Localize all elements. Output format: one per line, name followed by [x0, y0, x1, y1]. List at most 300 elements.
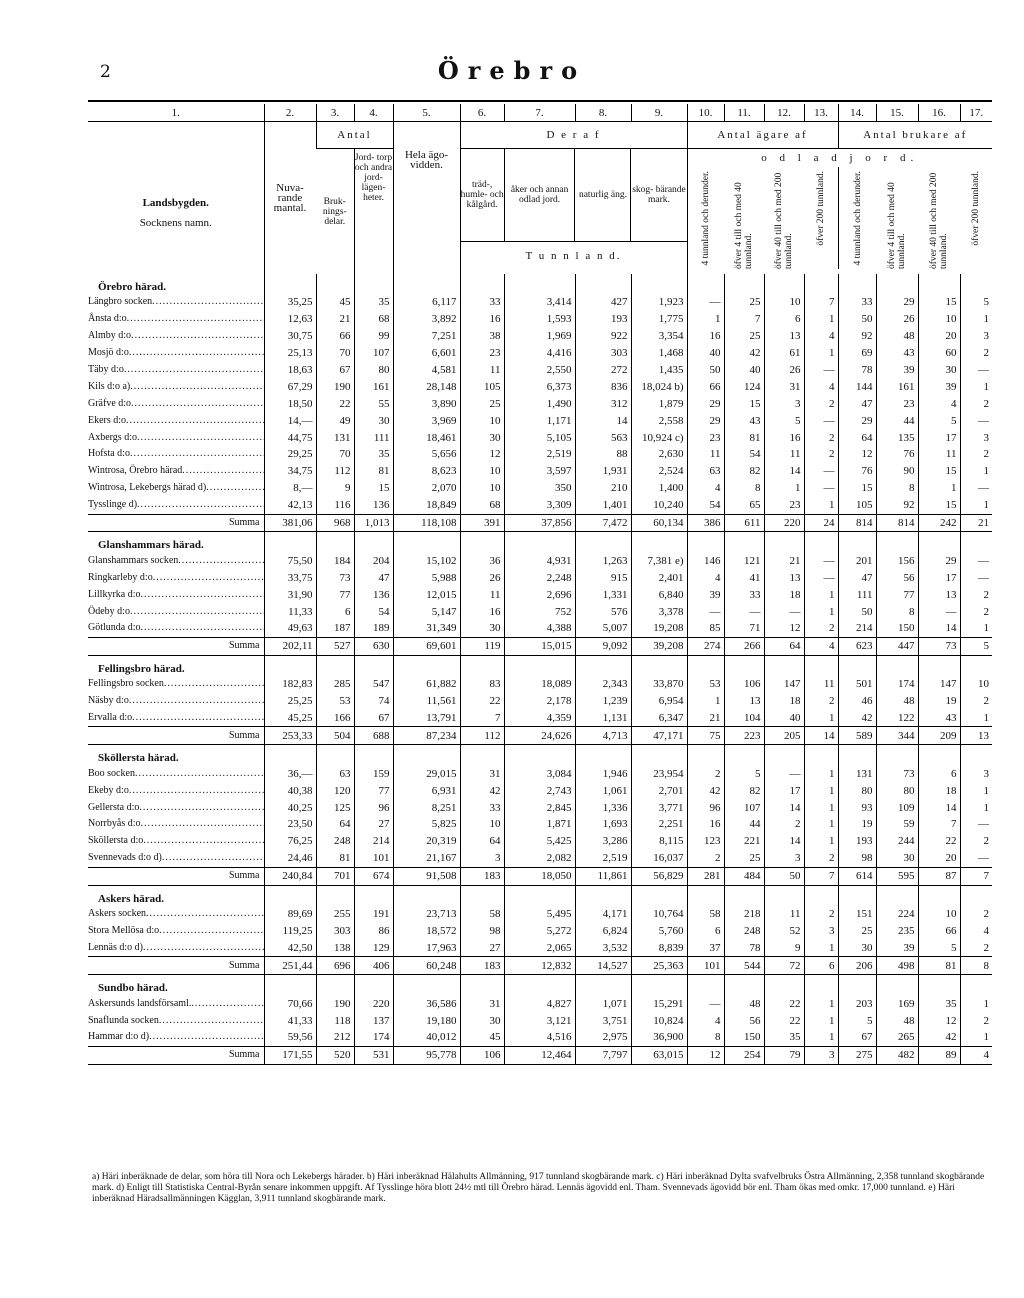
leader-dots [137, 431, 264, 445]
header-ang: naturlig äng. [574, 149, 630, 241]
table-cell: 19,208 [631, 620, 687, 637]
empty-cell [918, 655, 960, 676]
table-cell: 2 [804, 693, 838, 710]
table-cell: 22 [460, 693, 504, 710]
parish-name-text: Snaflunda socken [88, 1014, 159, 1026]
table-cell: 18,50 [264, 395, 316, 412]
table-cell: 244 [876, 833, 918, 850]
summa-row [88, 727, 992, 745]
table-row [88, 569, 992, 586]
table-cell: 66 [687, 378, 724, 395]
parish-name [88, 693, 264, 710]
leader-dots [143, 834, 263, 848]
table-cell: 52 [764, 923, 804, 940]
table-cell: 2 [960, 603, 992, 620]
summa-cell: 344 [876, 727, 918, 745]
table-cell: — [804, 552, 838, 569]
table-cell: 3 [460, 850, 504, 867]
table-cell: 214 [354, 833, 393, 850]
table-cell: — [804, 412, 838, 429]
table-cell: 2 [804, 446, 838, 463]
table-cell: 182,83 [264, 676, 316, 693]
table-cell: 248 [316, 833, 354, 850]
table-cell: 1,946 [575, 765, 631, 782]
table-cell: 67,29 [264, 378, 316, 395]
summa-cell: 254 [724, 1046, 764, 1064]
leader-dots [159, 924, 263, 938]
table-cell: 6,601 [393, 345, 460, 362]
table-cell: 1 [804, 1012, 838, 1029]
table-cell: 4,359 [504, 710, 575, 727]
table-cell: — [918, 603, 960, 620]
table-cell: 2,178 [504, 693, 575, 710]
parish-name [88, 463, 264, 480]
table-cell: 25 [838, 923, 876, 940]
table-cell: 42 [687, 782, 724, 799]
table-cell: 3,378 [631, 603, 687, 620]
empty-cell [687, 532, 724, 553]
table-cell: 12 [838, 446, 876, 463]
summa-cell: 531 [354, 1046, 393, 1064]
table-cell: 35 [764, 1029, 804, 1046]
table-cell: 25,13 [264, 345, 316, 362]
summa-cell: 87 [918, 867, 960, 885]
parish-name [88, 939, 264, 956]
table-row [88, 850, 992, 867]
table-cell: 303 [575, 345, 631, 362]
table-cell: 35 [354, 446, 393, 463]
table-cell: 1,336 [575, 799, 631, 816]
table-cell: 22 [918, 833, 960, 850]
table-cell: — [764, 765, 804, 782]
table-cell: 1 [804, 345, 838, 362]
table-cell: — [960, 362, 992, 379]
empty-cell [316, 274, 354, 294]
table-cell: 69 [838, 345, 876, 362]
empty-cell [724, 745, 764, 766]
table-cell: 2,070 [393, 480, 460, 497]
table-cell: 1 [804, 816, 838, 833]
table-cell: 36 [460, 552, 504, 569]
table-cell: 15 [724, 395, 764, 412]
table-cell: 1,401 [575, 497, 631, 514]
table-cell: 50 [838, 311, 876, 328]
table-cell: 1 [960, 799, 992, 816]
table-cell: 88 [575, 446, 631, 463]
leader-dots [152, 295, 263, 309]
table-cell: 15 [838, 480, 876, 497]
table-row [88, 362, 992, 379]
parish-name-text: Götlunda d:o [88, 622, 141, 634]
empty-cell [687, 655, 724, 676]
table-cell: 33,870 [631, 676, 687, 693]
table-cell: 6,373 [504, 378, 575, 395]
table-cell: 10 [460, 480, 504, 497]
table-cell: 11,561 [393, 693, 460, 710]
table-cell: 39 [876, 362, 918, 379]
table-cell: 4 [918, 395, 960, 412]
leader-dots [146, 907, 263, 921]
table-cell: 64 [460, 833, 504, 850]
table-cell: 8,— [264, 480, 316, 497]
table-cell: 41,33 [264, 1012, 316, 1029]
table-cell: 7 [918, 816, 960, 833]
table-cell: 5 [764, 412, 804, 429]
parish-name [88, 378, 264, 395]
table-cell: 191 [354, 906, 393, 923]
table-cell: 42 [460, 782, 504, 799]
empty-cell [960, 655, 992, 676]
table-cell: 1 [804, 311, 838, 328]
parish-name-text: Ervalla d:o [88, 712, 133, 724]
summa-cell: 205 [764, 727, 804, 745]
table-cell: 30 [460, 620, 504, 637]
empty-cell [764, 655, 804, 676]
table-cell: 11 [764, 446, 804, 463]
table-cell: 63 [316, 765, 354, 782]
table-cell: 1,331 [575, 586, 631, 603]
summa-label: Summa [88, 957, 264, 975]
table-cell: 2,519 [575, 850, 631, 867]
table-cell: 70 [316, 345, 354, 362]
table-cell: 9 [316, 480, 354, 497]
parish-name-text: Gräfve d:o [88, 397, 132, 409]
summa-cell: 63,015 [631, 1046, 687, 1064]
table-cell: 10 [460, 816, 504, 833]
leader-dots [159, 1014, 264, 1028]
table-cell: 169 [876, 995, 918, 1012]
header-antal-agare: Antal ägare af [687, 122, 838, 149]
empty-cell [264, 655, 316, 676]
table-cell: 35 [354, 294, 393, 311]
leader-dots [162, 851, 264, 865]
summa-cell: 69,601 [393, 637, 460, 655]
table-cell: 109 [876, 799, 918, 816]
table-cell: — [960, 480, 992, 497]
table-cell: 3,969 [393, 412, 460, 429]
table-cell: 10,240 [631, 497, 687, 514]
table-cell: 5,760 [631, 923, 687, 940]
table-cell: 1 [960, 782, 992, 799]
table-cell: 1,969 [504, 328, 575, 345]
table-cell: 11,33 [264, 603, 316, 620]
table-cell: 99 [354, 328, 393, 345]
empty-cell [575, 975, 631, 996]
section-header [88, 745, 992, 766]
empty-cell [838, 655, 876, 676]
empty-cell [838, 745, 876, 766]
table-cell: 265 [876, 1029, 918, 1046]
table-cell: 81 [724, 429, 764, 446]
empty-cell [876, 975, 918, 996]
table-cell: — [804, 480, 838, 497]
summa-cell: 447 [876, 637, 918, 655]
table-cell: 3,309 [504, 497, 575, 514]
summa-cell: 381,06 [264, 514, 316, 532]
parish-name-text: Almby d:o [88, 330, 132, 342]
empty-cell [876, 885, 918, 906]
leader-dots [141, 817, 264, 831]
empty-cell [575, 745, 631, 766]
table-cell: 4 [687, 1012, 724, 1029]
table-cell: 2 [687, 850, 724, 867]
table-cell: 45,25 [264, 710, 316, 727]
table-cell: 118 [316, 1012, 354, 1029]
parish-name-text: Längbro socken [88, 296, 153, 308]
page-title: Örebro [437, 56, 587, 85]
table-row [88, 676, 992, 693]
table-cell: 89,69 [264, 906, 316, 923]
table-cell: 98 [460, 923, 504, 940]
table-cell: 21 [316, 311, 354, 328]
table-cell: 112 [316, 463, 354, 480]
table-cell: 120 [316, 782, 354, 799]
table-row [88, 833, 992, 850]
table-cell: 16 [687, 328, 724, 345]
table-cell: 1,923 [631, 294, 687, 311]
table-row [88, 446, 992, 463]
table-cell: 125 [316, 799, 354, 816]
table-row [88, 311, 992, 328]
table-cell: 23 [687, 429, 724, 446]
table-row [88, 412, 992, 429]
empty-cell [504, 745, 575, 766]
table-cell: 53 [687, 676, 724, 693]
parish-name-text: Askers socken [88, 908, 147, 920]
table-cell: 25 [460, 395, 504, 412]
table-cell: 11 [804, 676, 838, 693]
empty-cell [960, 745, 992, 766]
leader-dots [130, 605, 264, 619]
table-cell: 3,414 [504, 294, 575, 311]
table-cell: 111 [354, 429, 393, 446]
parish-name-text: Wintrosa, Örebro härad [88, 465, 183, 477]
table-cell: 26 [764, 362, 804, 379]
table-cell: 285 [316, 676, 354, 693]
empty-cell [393, 532, 460, 553]
table-cell: 33,75 [264, 569, 316, 586]
table-cell: 63 [687, 463, 724, 480]
empty-cell [724, 655, 764, 676]
parish-name-text: Lillkyrka d:o [88, 588, 141, 600]
summa-cell: 95,778 [393, 1046, 460, 1064]
table-cell: 138 [316, 939, 354, 956]
table-cell: 33 [724, 586, 764, 603]
table-cell: 18,572 [393, 923, 460, 940]
table-cell: 3,286 [575, 833, 631, 850]
table-cell: 66 [918, 923, 960, 940]
col-number: 12. [764, 104, 804, 122]
table-cell: 1 [804, 995, 838, 1012]
empty-cell [354, 532, 393, 553]
table-cell: 1 [804, 782, 838, 799]
parish-name-text: Kils d:o a) [88, 380, 131, 392]
parish-name [88, 1029, 264, 1046]
table-cell: 150 [724, 1029, 764, 1046]
empty-cell [460, 655, 504, 676]
empty-cell [354, 274, 393, 294]
table-cell: 23 [764, 497, 804, 514]
table-cell: 39 [687, 586, 724, 603]
table-cell: 14 [764, 463, 804, 480]
table-cell: — [960, 850, 992, 867]
table-cell: 19,180 [393, 1012, 460, 1029]
table-cell: 30 [876, 850, 918, 867]
table-cell: 6 [918, 765, 960, 782]
summa-cell: 266 [724, 637, 764, 655]
empty-cell [504, 975, 575, 996]
table-cell: 8 [876, 603, 918, 620]
table-cell: 3,597 [504, 463, 575, 480]
table-row [88, 463, 992, 480]
table-cell: 201 [838, 552, 876, 569]
summa-cell: 504 [316, 727, 354, 745]
col-number: 4. [354, 104, 393, 122]
table-cell: 1,593 [504, 311, 575, 328]
table-cell: 224 [876, 906, 918, 923]
table-cell: 10 [460, 412, 504, 429]
table-cell: — [804, 362, 838, 379]
table-cell: 40 [764, 710, 804, 727]
section-title: Sundbo härad. [98, 982, 168, 995]
table-row [88, 586, 992, 603]
table-cell: 3 [764, 395, 804, 412]
table-cell: 1 [960, 620, 992, 637]
table-cell: 19 [918, 693, 960, 710]
table-cell: 3 [960, 328, 992, 345]
table-cell: 23 [460, 345, 504, 362]
table-cell: 30 [918, 362, 960, 379]
empty-cell [316, 532, 354, 553]
table-cell: 10 [960, 676, 992, 693]
summa-cell: 39,208 [631, 637, 687, 655]
table-cell: 1,879 [631, 395, 687, 412]
empty-cell [764, 745, 804, 766]
table-cell: 3,890 [393, 395, 460, 412]
empty-cell [960, 975, 992, 996]
section-title: Askers härad. [98, 892, 165, 905]
table-cell: 4 [687, 480, 724, 497]
table-cell: 303 [316, 923, 354, 940]
table-cell: 6,931 [393, 782, 460, 799]
table-cell: 10 [460, 463, 504, 480]
table-cell: 2,630 [631, 446, 687, 463]
empty-cell [460, 975, 504, 996]
leader-dots [141, 588, 264, 602]
table-cell: 5,147 [393, 603, 460, 620]
summa-cell: 275 [838, 1046, 876, 1064]
table-cell: 2 [960, 395, 992, 412]
table-cell: 70,66 [264, 995, 316, 1012]
empty-cell [393, 975, 460, 996]
table-cell: 4,171 [575, 906, 631, 923]
parish-name [88, 995, 264, 1012]
table-cell: 29,015 [393, 765, 460, 782]
table-cell: 159 [354, 765, 393, 782]
parish-name-text: Stora Mellösa d:o [88, 924, 160, 936]
table-cell: 45 [316, 294, 354, 311]
table-cell: 59,56 [264, 1029, 316, 1046]
empty-cell [687, 745, 724, 766]
summa-cell: 6 [804, 957, 838, 975]
table-cell: 1 [804, 799, 838, 816]
table-cell: 547 [354, 676, 393, 693]
table-cell: 68 [460, 497, 504, 514]
summa-cell: 12,464 [504, 1046, 575, 1064]
table-cell: 1 [804, 1029, 838, 1046]
empty-cell [764, 885, 804, 906]
parish-name-text: Fellingsbro socken [88, 678, 164, 690]
summa-cell: 14 [804, 727, 838, 745]
table-cell: 8,623 [393, 463, 460, 480]
table-cell: 15,102 [393, 552, 460, 569]
table-cell: 2,082 [504, 850, 575, 867]
table-cell: 166 [316, 710, 354, 727]
table-cell: 190 [316, 995, 354, 1012]
parish-name-text: Ånsta d:o [88, 313, 127, 325]
table-cell: 34,75 [264, 463, 316, 480]
summa-cell: 81 [918, 957, 960, 975]
parish-name [88, 395, 264, 412]
table-cell: 248 [724, 923, 764, 940]
table-body [88, 274, 992, 1064]
table-cell: 1 [804, 586, 838, 603]
table-cell: 7 [804, 294, 838, 311]
table-cell: 1,435 [631, 362, 687, 379]
table-cell: 9 [764, 939, 804, 956]
table-cell: 147 [918, 676, 960, 693]
table-cell: 8 [687, 1029, 724, 1046]
table-cell: 58 [687, 906, 724, 923]
table-cell: 104 [724, 710, 764, 727]
table-cell: 1 [918, 480, 960, 497]
summa-cell: 47,171 [631, 727, 687, 745]
col-number: 5. [393, 104, 460, 122]
summa-cell: 60,248 [393, 957, 460, 975]
table-cell: 5 [724, 765, 764, 782]
summa-cell: 15,015 [504, 637, 575, 655]
empty-cell [264, 274, 316, 294]
table-cell: 350 [504, 480, 575, 497]
table-row [88, 782, 992, 799]
table-cell: 98 [838, 850, 876, 867]
summa-cell: 206 [838, 957, 876, 975]
summa-cell: 79 [764, 1046, 804, 1064]
table-cell: 20 [918, 328, 960, 345]
table-cell: 1,490 [504, 395, 575, 412]
table-cell: 111 [838, 586, 876, 603]
table-cell: 20 [918, 850, 960, 867]
table-cell: 14 [918, 620, 960, 637]
summa-cell: 75 [687, 727, 724, 745]
table-cell: 2,251 [631, 816, 687, 833]
leader-dots [182, 464, 263, 478]
table-cell: 3,121 [504, 1012, 575, 1029]
empty-cell [504, 532, 575, 553]
table-cell: 107 [354, 345, 393, 362]
table-cell: 21,167 [393, 850, 460, 867]
table-cell: 4 [804, 378, 838, 395]
table-cell: 71 [724, 620, 764, 637]
parish-name-text: Wintrosa, Lekebergs härad d) [88, 482, 207, 494]
table-cell: 915 [575, 569, 631, 586]
table-cell: 193 [575, 311, 631, 328]
table-cell: 190 [316, 378, 354, 395]
table-cell: 20,319 [393, 833, 460, 850]
table-cell: 31,349 [393, 620, 460, 637]
table-cell: 2 [960, 939, 992, 956]
table-cell: 10 [918, 311, 960, 328]
